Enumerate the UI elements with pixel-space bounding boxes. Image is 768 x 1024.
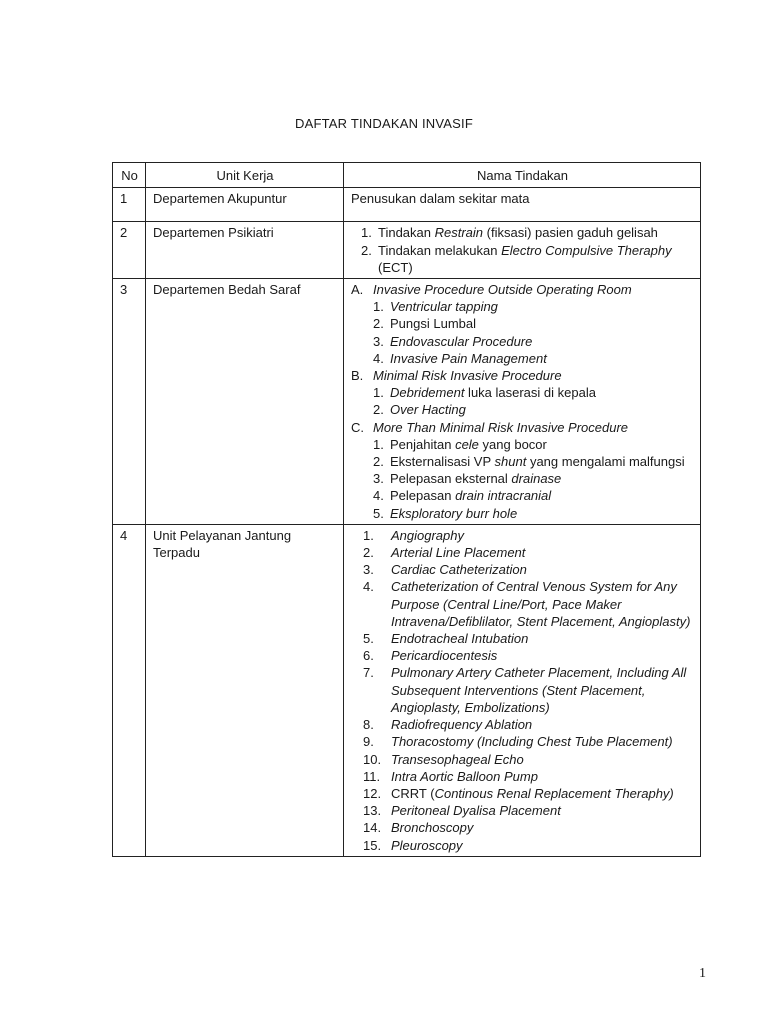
procedure-item [351, 453, 694, 470]
item-number: 8. [363, 717, 374, 733]
text-run: Pleuroscopy [391, 837, 463, 853]
item-number: 10. [363, 751, 382, 767]
procedure-item [351, 647, 694, 664]
row-number: 2 [113, 222, 146, 279]
text-run: Tindakan melakukan [378, 242, 502, 258]
text-run: Pelepasan eksternal [390, 471, 512, 487]
item-text [390, 350, 547, 367]
item-text [390, 315, 476, 332]
procedure-item [351, 487, 694, 504]
procedure-item [351, 802, 694, 819]
item-number: 14. [363, 820, 382, 836]
item-number: 12. [363, 785, 382, 801]
text-run: More Than Minimal Risk Invasive Procedure [373, 419, 629, 435]
item-text [391, 664, 694, 716]
page-number: 1 [699, 966, 706, 981]
text-run: Penjahitan [390, 436, 456, 452]
text-run: Cardiac Catheterization [391, 562, 527, 578]
document-title: DAFTAR TINDAKAN INVASIF [295, 116, 473, 131]
procedure-item [351, 350, 694, 367]
item-number: 1. [361, 225, 372, 241]
item-text [391, 630, 528, 647]
item-number: 4. [363, 579, 374, 595]
procedure-list [344, 222, 701, 279]
text-run: yang bocor [478, 436, 547, 452]
procedure-item [351, 578, 694, 630]
item-text [391, 578, 694, 630]
text-run: (ECT) [378, 259, 413, 275]
text-run: Arterial Line Placement [391, 545, 526, 561]
procedure-item [351, 733, 694, 750]
procedure-item [351, 527, 694, 544]
row-number: 3 [113, 279, 146, 525]
item-number: 15. [363, 837, 382, 853]
item-number: 2. [361, 242, 372, 258]
procedure-item [351, 333, 694, 350]
item-text [390, 333, 532, 350]
text-run: Minimal Risk Invasive Procedure [373, 368, 562, 384]
item-text [373, 281, 632, 298]
row-number: 4 [113, 524, 146, 856]
item-number: 13. [363, 803, 382, 819]
item-text [390, 384, 596, 401]
text-run: Invasive Procedure Outside Operating Room [373, 282, 632, 298]
unit-name: Departemen Psikiatri [146, 222, 344, 279]
text-run: CRRT ( [391, 785, 435, 801]
text-run: Pericardiocentesis [391, 648, 498, 664]
text-run: drain intracranial [455, 488, 552, 504]
item-text [390, 401, 466, 418]
procedure-item [351, 315, 694, 332]
text-run: Debridement [390, 385, 465, 401]
text-run: Ventricular tapping [390, 299, 498, 315]
text-run: Over Hacting [390, 402, 466, 418]
text-run: Restrain [434, 225, 484, 241]
text-run: Endovascular Procedure [390, 333, 533, 349]
item-number: 3. [373, 471, 384, 487]
procedure-item [351, 664, 694, 716]
procedure-item [351, 224, 694, 241]
procedure-item [351, 785, 694, 802]
procedure-item [351, 470, 694, 487]
item-text [391, 819, 473, 836]
text-run: Endotracheal Intubation [391, 631, 529, 647]
procedure-list [344, 279, 701, 525]
table-row [113, 222, 701, 279]
item-number: 2. [373, 316, 384, 332]
item-number: 11. [363, 768, 381, 784]
text-run: Invasive Pain Management [390, 350, 547, 366]
procedure-list [344, 524, 701, 856]
text-run: Peritoneal Dyalisa Placement [391, 803, 561, 819]
item-text [390, 470, 561, 487]
text-run: luka laserasi di kepala [464, 385, 596, 401]
procedure-item [351, 242, 694, 276]
item-text [391, 716, 532, 733]
item-number: 1. [373, 299, 384, 315]
procedure-group-heading [351, 419, 694, 436]
text-run: Pelepasan [390, 488, 456, 504]
text-run: Radiofrequency Ablation [391, 717, 533, 733]
text-run: Bronchoscopy [391, 820, 474, 836]
invasive-procedures-table [112, 162, 701, 857]
procedure-item [351, 436, 694, 453]
procedure-item [351, 837, 694, 854]
item-text [391, 785, 674, 802]
text-run: Pungsi Lumbal [390, 316, 476, 332]
procedure-items [351, 224, 694, 276]
procedure-item [351, 505, 694, 522]
item-number: 3. [373, 333, 384, 349]
table-row [113, 188, 701, 222]
item-number: 4. [373, 488, 384, 504]
text-run: (fiksasi) pasien gaduh gelisah [483, 225, 658, 241]
text-run: Eksternalisasi VP [390, 454, 495, 470]
procedure-item [351, 561, 694, 578]
procedure-item [351, 384, 694, 401]
text-run: drainase [511, 471, 562, 487]
procedure-item [351, 751, 694, 768]
item-text [391, 544, 525, 561]
procedure-name: Penusukan dalam sekitar mata [351, 191, 530, 207]
procedure-item [351, 716, 694, 733]
unit-name: Departemen Akupuntur [146, 188, 344, 222]
item-text [391, 733, 673, 750]
procedure-item [351, 544, 694, 561]
procedure-group-heading [351, 367, 694, 384]
text-run: yang mengalami malfungsi [526, 454, 685, 470]
item-number: 2. [373, 402, 384, 418]
row-number: 1 [113, 188, 146, 222]
procedure-item [351, 630, 694, 647]
item-number: 1. [373, 436, 384, 452]
text-run: Angiography [391, 527, 464, 543]
table-header-row [113, 163, 701, 188]
item-text [391, 527, 464, 544]
text-run: Tindakan [378, 225, 435, 241]
unit-name: Unit Pelayanan Jantung Terpadu [146, 524, 344, 856]
header-no: No [113, 163, 146, 188]
table-row [113, 524, 701, 856]
unit-name: Departemen Bedah Saraf [146, 279, 344, 525]
procedure-group-heading [351, 281, 694, 298]
header-unit-kerja: Unit Kerja [146, 163, 344, 188]
item-number: 1. [373, 385, 384, 401]
item-text [378, 242, 694, 276]
procedure-item [351, 819, 694, 836]
item-text [391, 561, 527, 578]
item-number: 2. [363, 545, 374, 561]
text-run: Electro Compulsive Theraphy [501, 242, 672, 258]
procedure-text [344, 188, 701, 222]
text-run: shunt [494, 454, 527, 470]
item-text [390, 436, 547, 453]
procedure-item [351, 401, 694, 418]
item-number: 7. [363, 665, 374, 681]
procedure-item [351, 768, 694, 785]
text-run: Thoracostomy (Including Chest Tube Placement) [391, 734, 673, 750]
procedure-item [351, 298, 694, 315]
item-text [373, 419, 628, 436]
procedure-groups [351, 281, 694, 522]
item-number: A. [351, 282, 364, 298]
text-run: Intra Aortic Balloon Pump [391, 768, 538, 784]
text-run: cele [455, 436, 479, 452]
item-text [390, 505, 517, 522]
item-text [391, 837, 463, 854]
text-run: Transesophageal Echo [391, 751, 524, 767]
item-text [391, 768, 538, 785]
item-text [373, 367, 562, 384]
procedure-items [351, 527, 694, 854]
text-run: Eksploratory burr hole [390, 505, 518, 521]
item-text [391, 647, 497, 664]
item-number: 4. [373, 350, 384, 366]
item-number: C. [351, 419, 364, 435]
item-text [391, 802, 561, 819]
item-text [390, 487, 551, 504]
item-text [378, 224, 658, 241]
item-number: 6. [363, 648, 374, 664]
item-text [390, 298, 498, 315]
item-number: 5. [363, 631, 374, 647]
table-row [113, 279, 701, 525]
item-number: 1. [363, 527, 374, 543]
item-text [390, 453, 685, 470]
item-number: B. [351, 368, 364, 384]
text-run: Catheterization of Central Venous System for Any Purpose (Central Line/Port, Pace Maker Intravena/Defiblilator, Stent Placement, Angioplasty) [391, 579, 691, 629]
item-text [391, 751, 524, 768]
text-run: Continous Renal Replacement Theraphy) [434, 785, 674, 801]
item-number: 2. [373, 454, 384, 470]
item-number: 9. [363, 734, 374, 750]
item-number: 3. [363, 562, 374, 578]
item-number: 5. [373, 505, 384, 521]
header-nama-tindakan: Nama Tindakan [344, 163, 701, 188]
text-run: Pulmonary Artery Catheter Placement, Including All Subsequent Interventions (Stent Placement, Angioplasty, Embolizations) [391, 665, 687, 715]
